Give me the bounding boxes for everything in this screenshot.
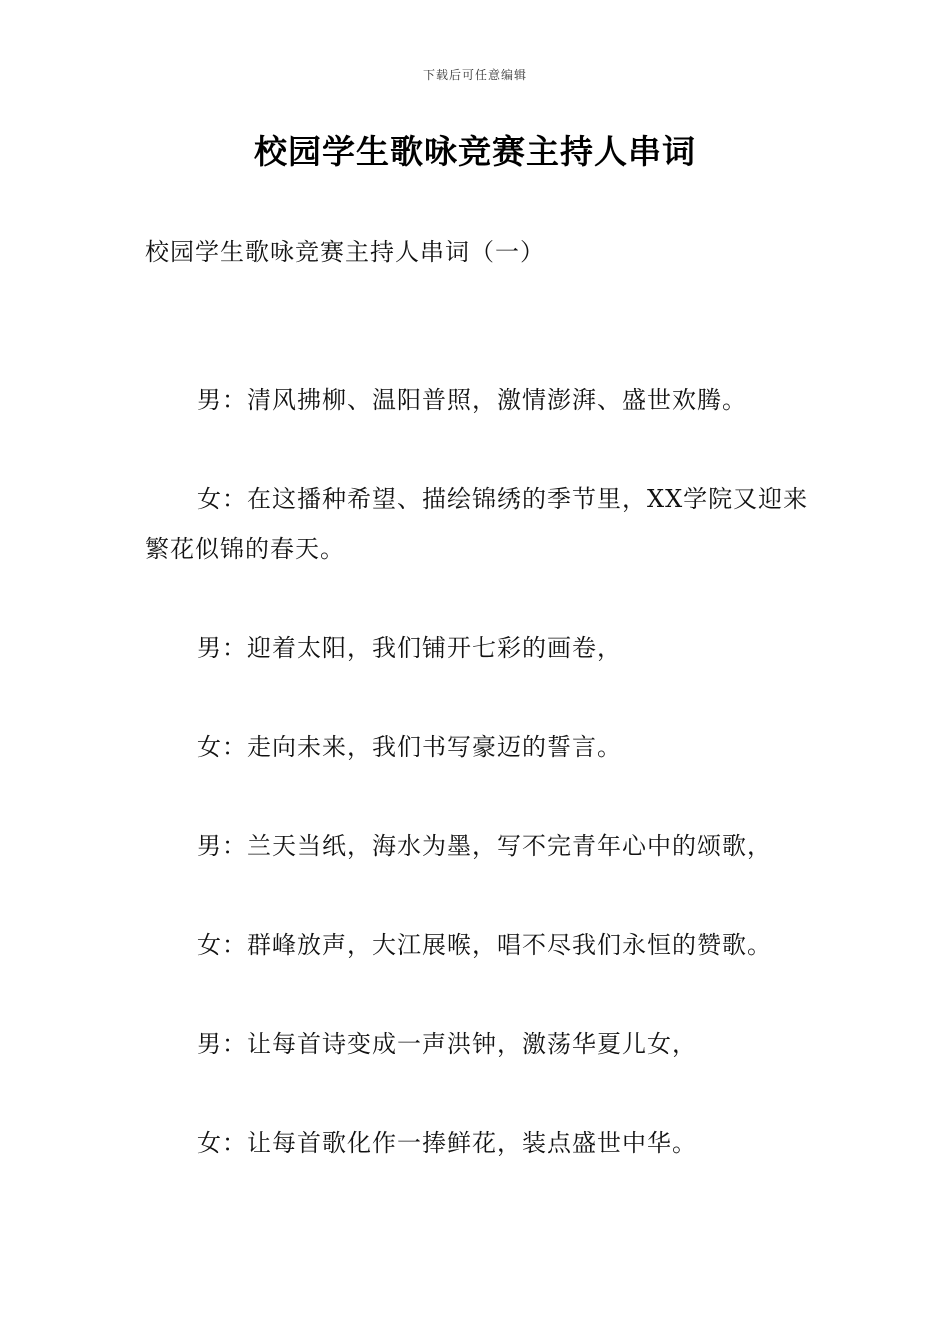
document-title: 校园学生歌咏竞赛主持人串词 xyxy=(254,132,696,171)
dialogue-line: 女：群峰放声，大江展喉，唱不尽我们永恒的赞歌。 xyxy=(197,931,772,959)
header-note: 下载后可任意编辑 xyxy=(422,68,527,82)
dialogue-line: 男：兰天当纸，海水为墨，写不完青年心中的颂歌， xyxy=(197,832,772,860)
dialogue-line: 男：让每首诗变成一声洪钟，激荡华夏儿女， xyxy=(197,1030,697,1058)
dialogue-line: 女：让每首歌化作一捧鲜花，装点盛世中华。 xyxy=(197,1129,697,1157)
dialogue-line: 女：走向未来，我们书写豪迈的誓言。 xyxy=(197,733,622,761)
dialogue-line: 男：清风拂柳、温阳普照，激情澎湃、盛世欢腾。 xyxy=(197,386,747,414)
section-subtitle: 校园学生歌咏竞赛主持人串词（一） xyxy=(145,238,545,266)
dialogue-line: 男：迎着太阳，我们铺开七彩的画卷， xyxy=(197,634,622,662)
dialogue-line: 女：在这播种希望、描绘锦绣的季节里，XX学院又迎来繁花似锦的春天。 xyxy=(145,485,809,563)
